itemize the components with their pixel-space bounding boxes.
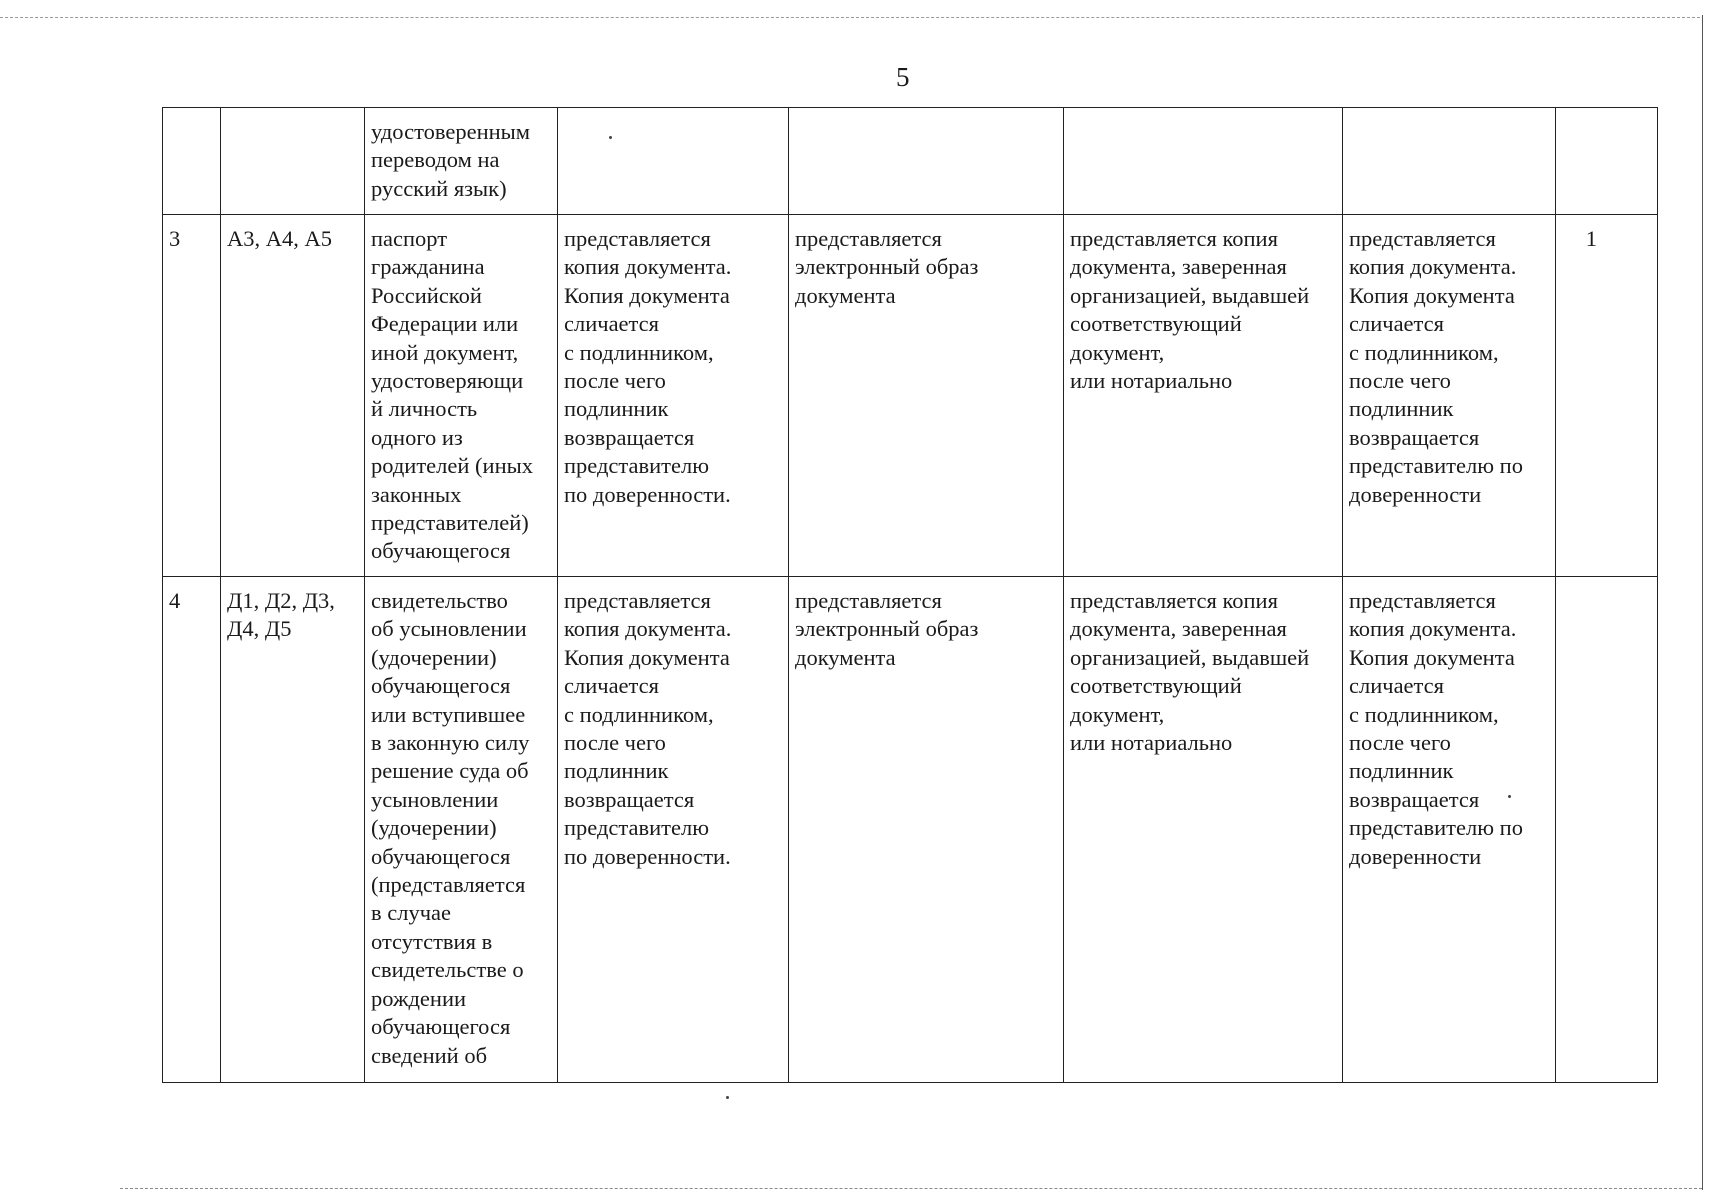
table-row bbox=[163, 577, 1658, 1083]
scan-edge-right bbox=[1702, 15, 1703, 1190]
cell-by-mail: представляется копия документа, заверенная организацией, выдавшей соответствующий документ, или нотариально bbox=[1064, 215, 1343, 577]
cell-codes: Д1, Д2, Д3, Д4, Д5 bbox=[221, 577, 365, 1083]
cell-electronic bbox=[789, 108, 1064, 215]
page-number: 5 bbox=[896, 62, 910, 92]
cell-document: свидетельство об усыновлении (удочерении) обучающегося или вступившее в законную силу решение суда об усыновлении (удочерении) обучающегося (представляется в случае отсутствия в свидетельстве о рождении обучающегося сведений об bbox=[365, 577, 558, 1083]
scan-speck bbox=[726, 1096, 729, 1099]
cell-number: 4 bbox=[163, 577, 221, 1083]
scan-speck bbox=[609, 136, 612, 139]
cell-number bbox=[163, 108, 221, 215]
cell-document: паспорт гражданина Российской Федерации или иной документ, удостоверяющи й личность одного из родителей (иных законных представителей) обучающегося bbox=[365, 215, 558, 577]
cell-document: удостоверенным переводом на русский язык) bbox=[365, 108, 558, 215]
cell-by-mail: представляется копия документа, заверенная организацией, выдавшей соответствующий документ, или нотариально bbox=[1064, 577, 1343, 1083]
cell-electronic: представляется электронный образ документа bbox=[789, 215, 1064, 577]
cell-quantity bbox=[1556, 108, 1658, 215]
table-row bbox=[163, 215, 1658, 577]
cell-via-mfc: представляется копия документа. Копия документа сличается с подлинником, после чего подлинник возвращается представителю по доверенности bbox=[1343, 215, 1556, 577]
cell-quantity: 1 bbox=[1556, 215, 1658, 577]
cell-via-mfc bbox=[1343, 108, 1556, 215]
cell-in-person: представляется копия документа. Копия документа сличается с подлинником, после чего подлинник возвращается представителю по доверенности. bbox=[558, 577, 789, 1083]
scan-speck bbox=[1508, 795, 1511, 798]
documents-table bbox=[162, 107, 1658, 1083]
cell-codes bbox=[221, 108, 365, 215]
cell-electronic: представляется электронный образ документа bbox=[789, 577, 1064, 1083]
cell-quantity bbox=[1556, 577, 1658, 1083]
cell-in-person bbox=[558, 108, 789, 215]
scan-edge-top bbox=[0, 17, 1700, 18]
cell-number: 3 bbox=[163, 215, 221, 577]
cell-codes: А3, А4, А5 bbox=[221, 215, 365, 577]
table-row bbox=[163, 108, 1658, 215]
scan-edge-bottom bbox=[120, 1188, 1702, 1189]
cell-via-mfc: представляется копия документа. Копия документа сличается с подлинником, после чего подлинник возвращается представителю по доверенности bbox=[1343, 577, 1556, 1083]
cell-by-mail bbox=[1064, 108, 1343, 215]
cell-in-person: представляется копия документа. Копия документа сличается с подлинником, после чего подлинник возвращается представителю по доверенности. bbox=[558, 215, 789, 577]
